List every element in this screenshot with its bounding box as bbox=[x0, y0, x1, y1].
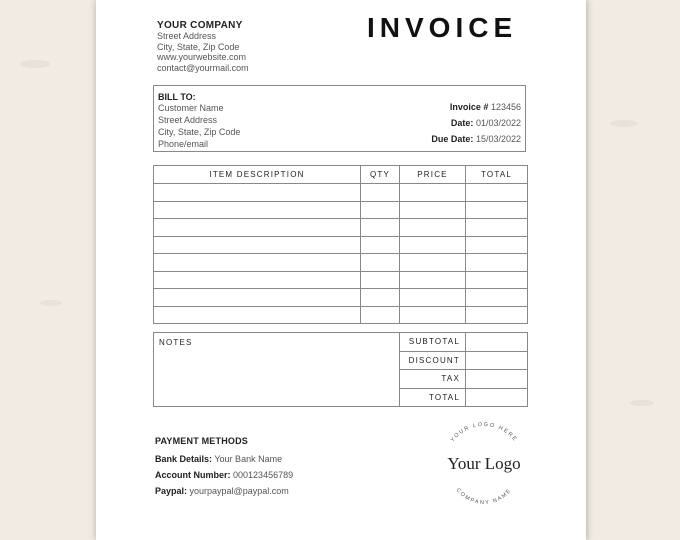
total-cell bbox=[466, 254, 528, 272]
total-cell bbox=[466, 289, 528, 307]
table-row bbox=[154, 201, 528, 219]
table-row bbox=[154, 254, 528, 272]
price-cell bbox=[400, 201, 466, 219]
bank-details-label: Bank Details: bbox=[155, 454, 213, 464]
company-logo bbox=[424, 420, 544, 504]
bank-details-value: Your Bank Name bbox=[214, 454, 283, 464]
account-number-label: Account Number: bbox=[155, 470, 231, 480]
total-label: TOTAL bbox=[400, 388, 466, 407]
notes-area: NOTES bbox=[154, 333, 400, 407]
price-cell bbox=[400, 219, 466, 237]
customer-contact: Phone/email bbox=[158, 139, 209, 149]
payment-header: PAYMENT METHODS bbox=[155, 436, 249, 446]
item-description-cell bbox=[154, 236, 361, 254]
tax-value bbox=[466, 370, 528, 389]
price-cell bbox=[400, 271, 466, 289]
price-cell bbox=[400, 289, 466, 307]
total-cell bbox=[466, 306, 528, 324]
company-address-line: Street Address bbox=[157, 31, 217, 41]
items-table bbox=[153, 165, 528, 324]
qty-cell bbox=[361, 254, 400, 272]
table-row bbox=[154, 271, 528, 289]
account-number-value: 000123456789 bbox=[233, 470, 294, 480]
table-row bbox=[154, 236, 528, 254]
invoice-meta bbox=[431, 99, 521, 147]
background-texture bbox=[20, 60, 50, 68]
due-date-label: Due Date: bbox=[431, 134, 474, 144]
total-cell bbox=[466, 236, 528, 254]
item-description-cell bbox=[154, 201, 361, 219]
qty-cell bbox=[361, 306, 400, 324]
background-texture bbox=[40, 300, 62, 306]
table-row bbox=[154, 289, 528, 307]
company-email: contact@yourmail.com bbox=[157, 62, 249, 73]
paypal-row bbox=[155, 483, 293, 499]
company-name: YOUR COMPANY bbox=[157, 20, 243, 31]
qty-cell bbox=[361, 271, 400, 289]
item-description-cell bbox=[154, 219, 361, 237]
item-description-cell bbox=[154, 184, 361, 202]
tax-label: TAX bbox=[400, 370, 466, 389]
invoice-number-label: Invoice # bbox=[449, 102, 489, 112]
total-value bbox=[466, 388, 528, 407]
price-cell bbox=[400, 184, 466, 202]
qty-cell bbox=[361, 219, 400, 237]
bank-details-row bbox=[155, 451, 293, 467]
svg-text:COMPANY NAME bbox=[455, 487, 513, 504]
background-texture bbox=[630, 400, 654, 406]
subtotal-label: SUBTOTAL bbox=[400, 333, 466, 352]
column-header-total: TOTAL bbox=[466, 166, 528, 184]
paypal-value: yourpaypal@paypal.com bbox=[189, 486, 289, 496]
qty-cell bbox=[361, 236, 400, 254]
column-header-price: PRICE bbox=[400, 166, 466, 184]
invoice-date-label: Date: bbox=[450, 118, 474, 128]
table-row bbox=[154, 306, 528, 324]
qty-cell bbox=[361, 184, 400, 202]
item-description-cell bbox=[154, 254, 361, 272]
item-description-cell bbox=[154, 306, 361, 324]
invoice-title: INVOICE bbox=[367, 12, 518, 43]
qty-cell bbox=[361, 201, 400, 219]
price-cell bbox=[400, 236, 466, 254]
total-cell bbox=[466, 271, 528, 289]
bill-to-header: BILL TO: bbox=[158, 92, 196, 102]
summary-table bbox=[153, 332, 528, 407]
invoice-number: 123456 bbox=[490, 102, 521, 112]
total-cell bbox=[466, 184, 528, 202]
invoice-date-row bbox=[431, 115, 521, 131]
svg-text:YOUR LOGO HERE bbox=[450, 422, 519, 443]
discount-label: DISCOUNT bbox=[400, 351, 466, 370]
subtotal-value bbox=[466, 333, 528, 352]
total-cell bbox=[466, 219, 528, 237]
price-cell bbox=[400, 254, 466, 272]
due-date-row bbox=[431, 131, 521, 147]
item-description-cell bbox=[154, 271, 361, 289]
qty-cell bbox=[361, 289, 400, 307]
table-row bbox=[154, 184, 528, 202]
account-number-row bbox=[155, 467, 293, 483]
company-website: www.yourwebsite.com bbox=[157, 52, 247, 62]
invoice-number-row bbox=[431, 99, 521, 115]
customer-city: City, State, Zip Code bbox=[158, 127, 241, 137]
paypal-label: Paypal: bbox=[155, 486, 188, 496]
table-row bbox=[154, 219, 528, 237]
discount-value bbox=[466, 351, 528, 370]
bill-to-block bbox=[158, 92, 240, 150]
price-cell bbox=[400, 306, 466, 324]
company-block bbox=[157, 20, 249, 73]
company-address-line: City, State, Zip Code bbox=[157, 41, 240, 52]
items-header-row bbox=[154, 166, 528, 184]
invoice-date: 01/03/2022 bbox=[475, 118, 521, 128]
logo-arc-top: YOUR LOGO HERE bbox=[449, 421, 519, 444]
payment-methods bbox=[155, 436, 293, 499]
customer-street: Street Address bbox=[158, 115, 218, 125]
due-date: 15/03/2022 bbox=[475, 134, 521, 144]
logo-arc-bottom: COMPANY NAME bbox=[454, 487, 514, 504]
customer-name: Customer Name bbox=[158, 103, 224, 113]
background-texture bbox=[610, 120, 638, 127]
column-header-qty: QTY bbox=[361, 166, 400, 184]
logo-text: Your Logo bbox=[447, 454, 521, 473]
total-cell bbox=[466, 201, 528, 219]
column-header-item-description: ITEM DESCRIPTION bbox=[154, 166, 361, 184]
item-description-cell bbox=[154, 289, 361, 307]
bill-to-box bbox=[153, 85, 526, 152]
